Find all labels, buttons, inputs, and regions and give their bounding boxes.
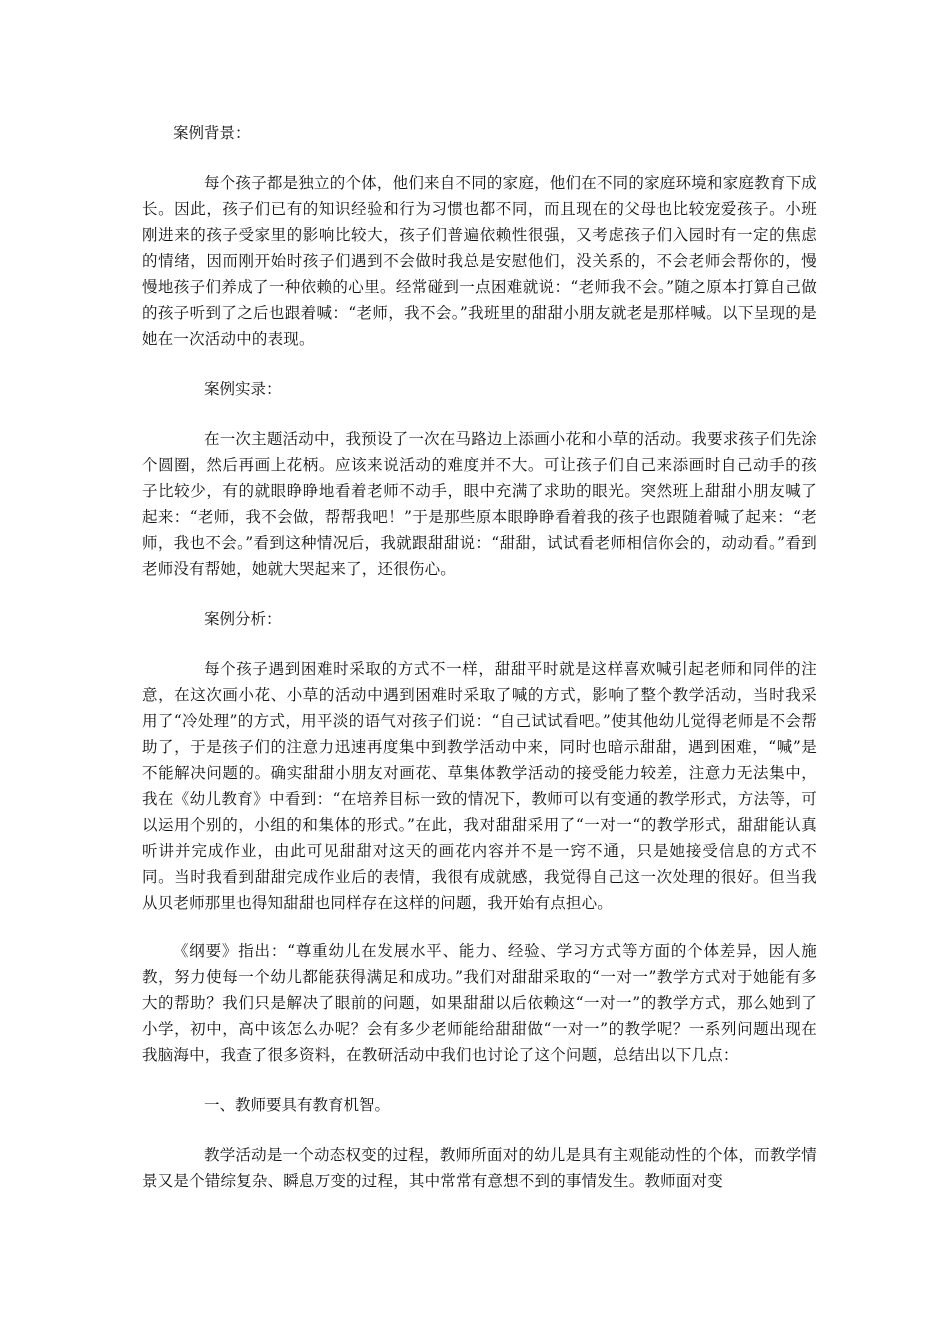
point-one-paragraph: 教学活动是一个动态权变的过程，教师所面对的幼儿是具有主观能动性的个体，而教学情景又是个错综复杂、瞬息万变的过程，其中常常有意想不到的事情发生。教师面对变 xyxy=(142,1146,817,1190)
case-background-heading: 案例背景： xyxy=(173,124,251,142)
point-one-heading: 一、教师要具有教育机智。 xyxy=(204,1096,391,1114)
case-background-paragraph: 每个孩子都是独立的个体，他们来自不同的家庭，他们在不同的家庭环境和家庭教育下成长。因此，孩子们已有的知识经验和行为习惯也都不同，而且现在的父母也比较宠爱孩子。小班刚进来的孩子受家里的影响比较大，孩子们普遍依赖性很强，又考虑孩子们入园时有一定的焦虑的情绪，因而刚开始时孩子们遇到不会做时我总是安慰他们，没关系的，不会老师会帮你的，慢慢地孩子们养成了一种依赖的心里。经常碰到一点困难就说：“老师我不会。”随之原本打算自己做的孩子听到了之后也跟着喊：“老师，我不会。”我班里的甜甜小朋友就老是那样喊。以下呈现的是她在一次活动中的表现。 xyxy=(142,174,817,348)
case-record-heading: 案例实录： xyxy=(204,380,282,398)
document-body xyxy=(142,120,817,1194)
outline-quote-paragraph: 《纲要》指出：“尊重幼儿在发展水平、能力、经验、学习方式等方面的个体差异，因人施教，努力使每一个幼儿都能获得满足和成功。”我们对甜甜采取的“一对一”教学方式对于她能有多大的帮助？我们只是解决了眼前的问题，如果甜甜以后依赖这“一对一”的教学方式，那么她到了小学，初中，高中该怎么办呢？会有多少老师能给甜甜做“一对一”的教学呢？一系列问题出现在我脑海中，我查了很多资料，在教研活动中我们也讨论了这个问题，总结出以下几点： xyxy=(142,942,817,1064)
case-analysis-paragraph: 每个孩子遇到困难时采取的方式不一样，甜甜平时就是这样喜欢喊引起老师和同伴的注意，在这次画小花、小草的活动中遇到困难时采取了喊的方式，影响了整个教学活动，当时我采用了“冷处理”的方式，用平淡的语气对孩子们说：“自己试试看吧。”使其他幼儿觉得老师是不会帮助了，于是孩子们的注意力迅速再度集中到教学活动中来，同时也暗示甜甜，遇到困难，“喊”是不能解决问题的。确实甜甜小朋友对画花、草集体教学活动的接受能力较差，注意力无法集中，我在《幼儿教育》中看到：“在培养目标一致的情况下，教师可以有变通的教学形式，方法等，可以运用个别的，小组的和集体的形式。”在此，我对甜甜采用了“一对一“的教学形式，甜甜能认真听讲并完成作业，由此可见甜甜对这天的画花内容并不是一窍不通，只是她接受信息的方式不同。当时我看到甜甜完成作业后的表情，我很有成就感，我觉得自己这一次处理的很好。但当我从贝老师那里也得知甜甜也同样存在这样的问题，我开始有点担心。 xyxy=(142,660,817,912)
case-record-paragraph: 在一次主题活动中，我预设了一次在马路边上添画小花和小草的活动。我要求孩子们先涂个圆圈，然后再画上花柄。应该来说活动的难度并不大。可让孩子们自己来添画时自己动手的孩子比较少，有的就眼睁睁地看着老师不动手，眼中充满了求助的眼光。突然班上甜甜小朋友喊了起来：“老师，我不会做，帮帮我吧！”于是那些原本眼睁睁看着我的孩子也跟随着喊了起来：“老师，我也不会。”看到这种情况后，我就跟甜甜说：“甜甜，试试看老师相信你会的，动动看。”看到老师没有帮她，她就大哭起来了，还很伤心。 xyxy=(142,430,817,578)
case-analysis-heading: 案例分析： xyxy=(204,610,282,628)
